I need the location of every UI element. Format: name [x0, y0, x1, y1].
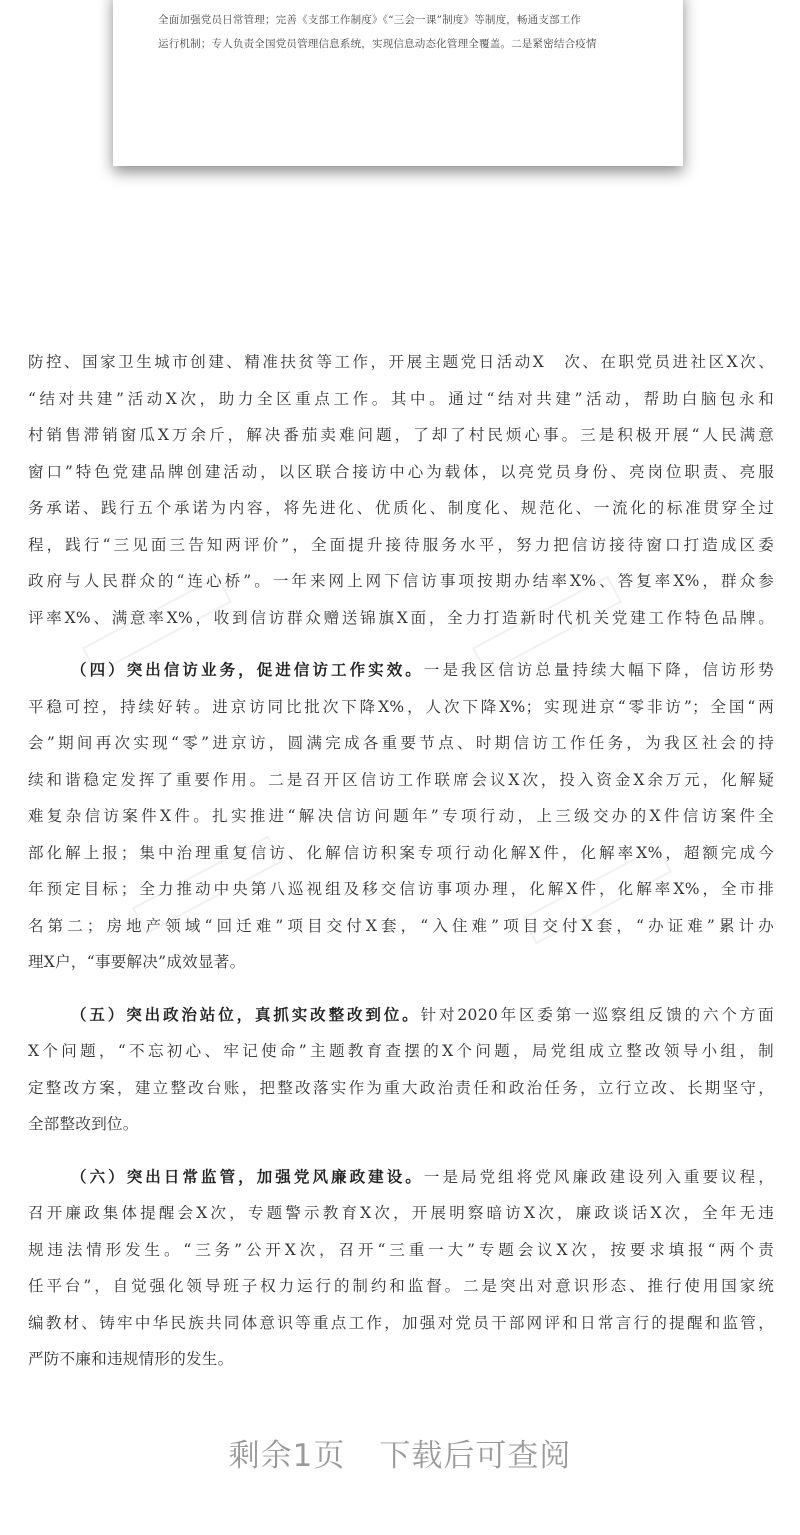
- text-line: “结对共建”活动X次，助力全区重点工作。其中。通过“结对共建”活动，帮助白脑包永和: [28, 389, 774, 408]
- text-line: 防控、国家卫生城市创建、精准扶贫等工作，开展主题党日活动X 次、在职党员进社区X次、: [28, 353, 774, 371]
- text-line: 政府与人民群众的“连心桥”。一年来网上网下信访事项按期办结率X%、答复率X%，群众参: [28, 572, 774, 590]
- paragraph-first-line: [28, 1159, 774, 1196]
- text-line: 村销售滞销窗瓜X万余斤，解决番茄卖难问题，了却了村民烦心事。三是积极开展“人民满意: [28, 426, 774, 444]
- preview-text: [158, 8, 648, 56]
- paragraph: [28, 1159, 774, 1378]
- text-line: 部化解上报；集中治理重复信访、化解信访积案专项行动化解X件，化解率X%，超额完成今: [28, 843, 774, 862]
- text-line: 定整改方案，建立整改台账，把整改落实作为重大政治责任和政治任务，立行立改、长期坚守，: [28, 1078, 774, 1097]
- text-line: 理X户，“事要解决”成效显著。: [28, 953, 246, 971]
- text-line: 编教材、铸牢中华民族共同体意识等重点工作，加强对党员干部网评和日常言行的提醒和监管，: [28, 1313, 774, 1332]
- paragraph-first-line: [28, 997, 774, 1034]
- paragraph: [28, 997, 774, 1143]
- paragraph: [28, 652, 774, 981]
- section-heading: （六）突出日常监管，加强党风廉政建设。: [71, 1166, 424, 1186]
- text-line: 年预定目标；全力推动中央第八巡视组及移交信访事项办理，化解X件，化解率X%，全市排: [28, 880, 774, 898]
- text-line: 规违法情形发生。“三务”公开X次，召开“三重一大”专题会议X次，按要求填报“两个责: [28, 1240, 774, 1259]
- document-body: [28, 344, 774, 1378]
- text-span: 一是我区信访总量持续大幅下降，信访形势: [423, 661, 775, 679]
- remaining-pages-notice[interactable]: [0, 1430, 800, 1475]
- download-to-view-label: 下载后可查阅: [379, 1438, 572, 1474]
- preview-line: 运行机制；专人负责全国党员管理信息系统，实现信息动态化管理全覆盖。二是紧密结合疫情: [158, 38, 597, 50]
- text-line: 严防不廉和违规情形的发生。: [28, 1350, 234, 1368]
- text-line: 召开廉政集体提醒会X次，专题警示教育X次，开展明察暗访X次，廉政谈话X次，全年无违: [28, 1204, 774, 1222]
- preview-page-card: [113, 0, 683, 166]
- text-span: 一是局党组将党风廉政建设列入重要议程，: [423, 1167, 775, 1186]
- text-line: 续和谐稳定发挥了重要作用。二是召开区信访工作联席会议X次，投入资金X余万元，化解疑: [28, 770, 774, 789]
- paragraph-first-line: [28, 652, 774, 689]
- remaining-pages-label: 剩余1页: [228, 1438, 346, 1474]
- text-line: 会”期间再次实现“零”进京访，圆满完成各重要节点、时期信访工作任务，为我区社会的持: [28, 734, 774, 752]
- section-heading: （五）突出政治站位，真抓实改整改到位。: [71, 1004, 421, 1024]
- preview-line: 全面加强党员日常管理；完善《支部工作制度》《“三会一课”制度》等制度，畅通支部工作: [158, 14, 582, 26]
- text-line: 任平台”，自觉强化领导班子权力运行的制约和监督。二是突出对意识形态、推行使用国家统: [28, 1277, 774, 1295]
- text-line: 评率X%、满意率X%，收到信访群众赠送锦旗X面，全力打造新时代机关党建工作特色品牌。: [28, 608, 774, 627]
- text-line: 窗口”特色党建品牌创建活动，以区联合接访中心为载体，以亮党员身份、亮岗位职责、亮服: [28, 462, 774, 481]
- text-line: 平稳可控，持续好转。进京访同比批次下降X%，人次下降X%；实现进京“零非访”；全国“两: [28, 697, 774, 716]
- text-line: X个问题，“不忘初心、牢记使命”主题教育查摆的X个问题，局党组成立整改领导小组，制: [28, 1042, 774, 1060]
- paragraph: [28, 344, 774, 636]
- text-line: 务承诺、践行五个承诺为内容，将先进化、优质化、制度化、规范化、一流化的标准贯穿全过: [28, 499, 774, 517]
- text-span: 针对2020年区委第一巡察组反馈的六个方面: [420, 1005, 775, 1024]
- section-heading: （四）突出信访业务，促进信访工作实效。: [71, 660, 424, 679]
- text-line: 名第二；房地产领域“回迁难”项目交付X套，“入住难”项目交付X套，“办证难”累计办: [28, 916, 774, 935]
- text-line: 难复杂信访案件X件。扎实推进“解决信访问题年”专项行动，上三级交办的X件信访案件全: [28, 807, 774, 825]
- text-line: 程，践行“三见面三告知两评价”，全面提升接待服务水平，努力把信访接待窗口打造成区委: [28, 535, 774, 554]
- text-line: 全部整改到位。: [28, 1115, 139, 1133]
